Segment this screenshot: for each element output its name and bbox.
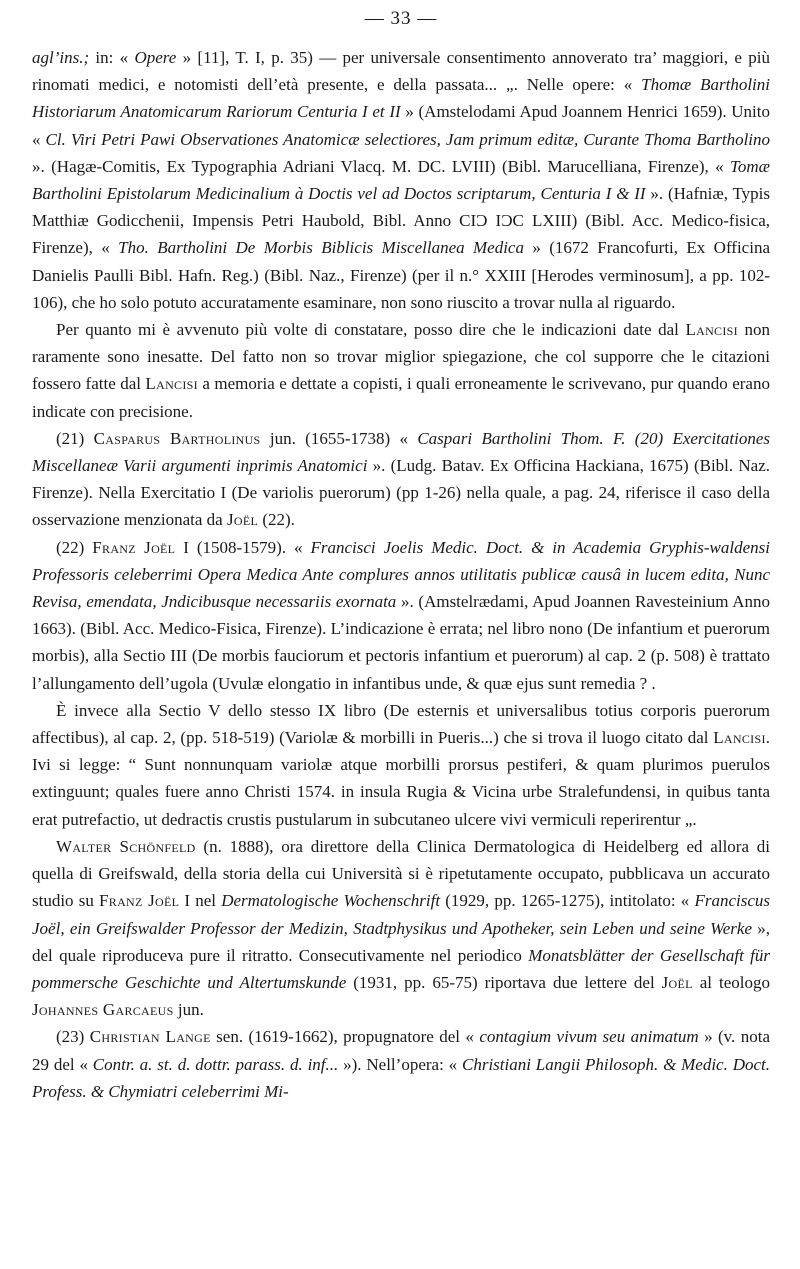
paragraph-note-21 [32,425,770,534]
italic-title: Tomæ Bartholini Epistolarum Medicinalium à Doctis vel ad Doctos scriptarum, Centuria I & II [32,156,770,204]
page-number: — 33 — [364,8,438,29]
text-run: (n. 1888), ora direttore della Clinica Dermatologica di Heidelberg ed allora di quella di Greifswald, della storia della cui Università si è ripetutamente occupato, pubblicava un accurato studio su [32,836,770,911]
text-run: a memoria e dettate a copisti, i quali erroneamente le scrivevano, pur quando erano indicate con precisione. [32,374,770,421]
text-run: Per quanto mi è avvenuto più volte di constatare, posso dire che le indicazioni date dal [56,320,686,340]
author-name: Lancisi [145,374,198,394]
author-name: Lancisi [713,728,766,748]
text-run: in: « [89,48,135,67]
text-run: I nel [179,891,222,911]
text-run: » (1672 Francofurti, Ex Officina Danielis Paulli Bibl. Hafn. Reg.) (Bibl. Naz., Firenze) (per il n.° XXIII [Herodes verminosum], a pp. 102-106), che ho solo potuto accuratamente esaminare, non sono riuscito a trovar nulla al riguardo. [32,238,770,312]
italic-title: Opere [134,48,177,67]
text-run: » [11], T. I, p. 35) — per universale consentimento annoverato tra’ maggiori, e più rinomati medici, e notomisti dell’età presente, e della passata... „. Nelle opere: « [32,48,770,95]
text-run: non raramente sono inesatte. Del fatto non so trovar miglior spiegazione, che col supporre che le citazioni fossero fatte dal [32,320,770,394]
paragraph-note-23 [32,1023,770,1105]
text-run: », del quale riproduceva pure il ritratto. Consecutivamente nel periodico [32,918,771,965]
text-run: (22) [56,537,93,557]
body-text [32,44,770,1105]
italic-title: contagium vivum seu animatum [479,1027,699,1047]
author-name: Johannes Garcaeus [32,1000,174,1020]
text-run: ». (Hafniæ, Typis Matthiæ Godicchenii, Impensis Petri Haubold, Bibl. Anno CIƆ IƆC LXIII) (Bibl. Acc. Medico-fisica, Firenze), « [32,184,770,258]
author-name: Franz Joël [92,537,176,557]
text-run: È invece alla Sectio V dello stesso IX libro (De esternis et universalibus totius corporis puerorum affectibus), al cap. 2, (pp. 518-519) (Variolæ & morbilli in Pueris...) che si trova il luogo citato dal [32,700,770,748]
text-run: (1931, pp. 65-75) riportava due lettere del [346,972,662,992]
italic-title: Christiani Langii Philosoph. & Medic. Doct. Profess. & Chymiatri celeberrimi Mi- [32,1054,770,1101]
italic-title: Monatsblätter der Gesellschaft für pommersche Geschichte und Altertumskunde [32,945,771,992]
author-name: Christian Lange [89,1027,211,1047]
italic-title: Cl. Viri Petri Pawi Observationes Anatomicæ selectiores, Jam primum editæ, Curante Thoma Bartholino [45,129,771,149]
paragraph-schonfeld [32,833,770,1023]
text-run: (23) [56,1027,90,1047]
author-name: Joël [661,972,693,992]
text-run: jun. (1655-1738) « [260,428,418,448]
paragraph-opening [32,44,770,316]
text-run: al teologo [692,972,770,992]
italic-title: Franciscus Joël, ein Greifswalder Professor der Medizin, Stadtphysikus und Apotheker, sein Leben und seine Werke [32,891,770,938]
text-run: »). Nell’opera: « [338,1054,462,1074]
author-name: Franz Joël [99,891,180,911]
italic-title: Dermatologische Wochenschrift [221,891,441,911]
text-run: . Ivi si legge: “ Sunt nonnunquam variolæ atque morbilli prorsus pestiferi, & quam plurimos puerulos extinguunt; quales fuere anno Christi 1574. in insula Rugia & Vicina urbe Stralefundensi, in quibus tanta erat putrefactio, ut dedractis crustis pustularum in subcutaneo ulcere vivi vermiculi reperirentur „. [32,728,770,829]
italic-title: Caspari Bartholini Thom. F. (20) Exercitationes Miscellaneæ Varii argumenti inprimis Anatomici [32,428,770,476]
author-name: Walter Schönfeld [56,836,196,856]
paragraph-lancisi [32,316,770,425]
text-run: (1929, pp. 1265-1275), intitolato: « [440,891,695,911]
italic-title: Contr. a. st. d. dottr. parass. d. inf... [92,1054,339,1074]
text-run: sen. (1619-1662), propugnatore del « [210,1027,480,1047]
text-run: I (1508-1579). « [175,537,311,557]
text-run: » (Amstelodami Apud Joannem Henrici 1659). Unito « [32,102,770,149]
paragraph-note-22 [32,534,770,697]
text-run: ». (Amstelrædami, Apud Joannen Ravesteinium Anno 1663). (Bibl. Acc. Medico-Fisica, Firenze). L’indicazione è errata; nel libro nono (De infantium et puerorum morbis), alla Sectio III (De morbis fauciorum et pectoris infantium et puerorum) al cap. 2 (p. 508) è trattato l’allungamento dell’ugola (Uvulæ elongatio in infantibus unde, & quæ ejus sunt remedia ? . [32,592,770,693]
text-run: (21) [56,428,94,448]
paragraph-sectio-v [32,697,770,833]
italic-title: agl’ins.; [32,48,90,67]
author-name: Lancisi [685,320,738,340]
text-run: ». (Ludg. Batav. Ex Officina Hackiana, 1675) (Bibl. Naz. Firenze). Nella Exercitatio I (De variolis puerorum) (pp 1-26) nella quale, a pag. 24, riferisce il caso della osservazione menzionata da [32,456,770,530]
italic-title: Tho. Bartholini De Morbis Biblicis Miscellanea Medica [118,238,524,258]
italic-title: Francisci Joelis Medic. Doct. & in Academia Gryphis-waldensi Professoris celeberrimi Opera Medica Ante complures annos utilitatis publicæ causâ in lucem edita, Nunc Revisa, emendata, Jndicibusque necessariis exornata [32,537,770,612]
text-run: ». (Hagæ-Comitis, Ex Typographia Adriani Vlacq. M. DC. LVIII) (Bibl. Marucelliana, Firenze), « [32,156,730,176]
text-run: (22). [258,510,295,530]
author-name: Joël [226,510,259,530]
author-name: Casparus Bartholinus [93,428,261,448]
text-run: jun. [173,1000,204,1020]
italic-title: Thomæ Bartholini Historiarum Anatomicarum Rariorum Centuria I et II [32,75,770,122]
text-run: » (v. nota 29 del « [32,1027,770,1074]
